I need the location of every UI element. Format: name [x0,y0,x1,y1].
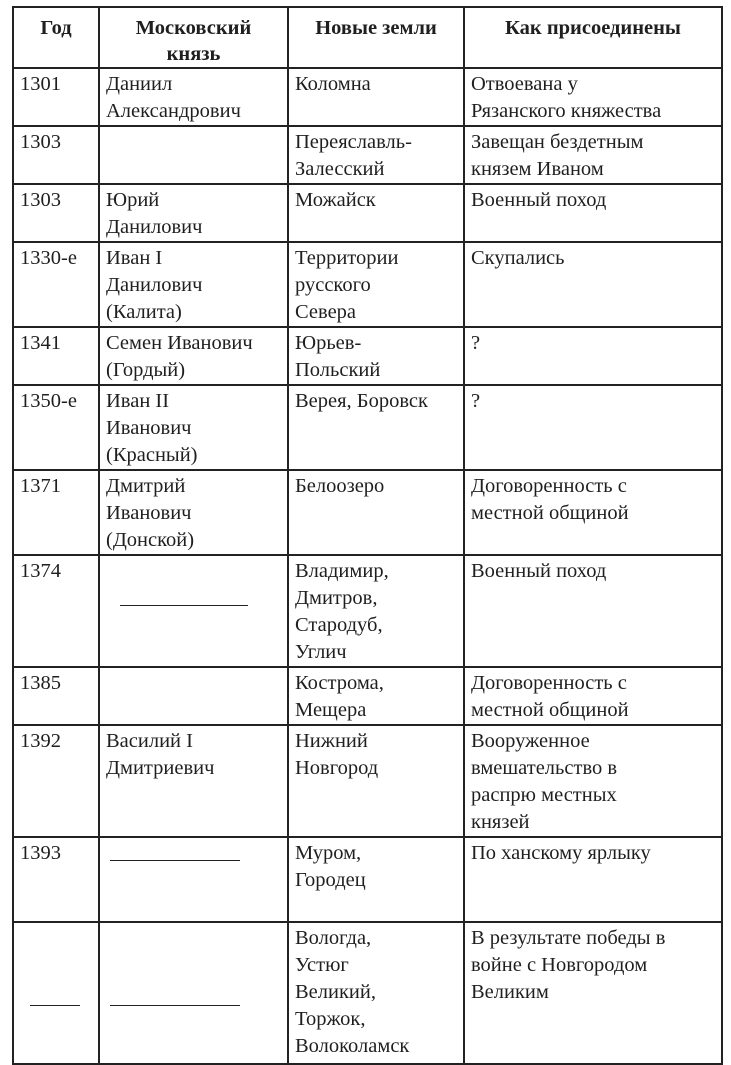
header-year: Год [13,7,99,68]
year-cell: 1303 [13,126,99,184]
how-cell: Скупались [464,242,722,327]
table-row [13,555,722,667]
header-how: Как присоединены [464,7,722,68]
how-cell: По ханскому ярлыку [464,837,722,922]
table-row [13,184,722,242]
year-cell: 1350-е [13,385,99,470]
history-table-sheet [12,6,721,1065]
lands-cell: Муром, Городец [288,837,464,922]
table-row [13,837,722,922]
prince-cell: Даниил Александрович [99,68,288,126]
table-row [13,126,722,184]
prince-cell [99,126,288,184]
lands-cell: Переяславль- Залесский [288,126,464,184]
prince-cell: Юрий Данилович [99,184,288,242]
table-row [13,922,722,1064]
blank-line [30,1005,80,1006]
lands-cell: Коломна [288,68,464,126]
lands-cell: Территории русского Севера [288,242,464,327]
table-row [13,470,722,555]
prince-cell: Иван I Данилович (Калита) [99,242,288,327]
prince-cell: Иван II Иванович (Красный) [99,385,288,470]
year-cell: 1374 [13,555,99,667]
lands-cell: Вологда, Устюг Великий, Торжок, Волоколамск [288,922,464,1064]
lands-cell: Верея, Боровск [288,385,464,470]
year-cell: 1341 [13,327,99,385]
prince-cell [99,922,288,1064]
prince-cell: Дмитрий Иванович (Донской) [99,470,288,555]
how-cell: Военный поход [464,555,722,667]
year-cell [13,922,99,1064]
year-cell: 1385 [13,667,99,725]
moscow-lands-table [12,6,723,1065]
table-row [13,327,722,385]
header-lands: Новые земли [288,7,464,68]
how-cell: Завещан бездетным князем Иваном [464,126,722,184]
how-cell: Военный поход [464,184,722,242]
blank-line [120,605,248,606]
header-row [13,7,722,68]
table-row [13,385,722,470]
year-cell: 1303 [13,184,99,242]
blank-line [110,860,240,861]
table-row [13,68,722,126]
year-cell: 1392 [13,725,99,837]
prince-cell: Семен Иванович (Гордый) [99,327,288,385]
lands-cell: Владимир, Дмитров, Стародуб, Углич [288,555,464,667]
header-prince: Московский князь [99,7,288,68]
table-row [13,667,722,725]
how-cell: ? [464,385,722,470]
prince-cell [99,837,288,922]
how-cell: В результате победы в войне с Новгородом Великим [464,922,722,1064]
how-cell: Отвоевана у Рязанского княжества [464,68,722,126]
lands-cell: Юрьев- Польский [288,327,464,385]
lands-cell: Нижний Новгород [288,725,464,837]
table-row [13,725,722,837]
blank-line [110,1005,240,1006]
year-cell: 1330-е [13,242,99,327]
lands-cell: Белоозеро [288,470,464,555]
year-cell: 1301 [13,68,99,126]
lands-cell: Можайск [288,184,464,242]
how-cell: Договоренность с местной общиной [464,470,722,555]
table-row [13,242,722,327]
year-cell: 1371 [13,470,99,555]
how-cell: Договоренность с местной общиной [464,667,722,725]
year-cell: 1393 [13,837,99,922]
prince-cell: Василий I Дмитриевич [99,725,288,837]
prince-cell [99,555,288,667]
prince-cell [99,667,288,725]
how-cell: Вооруженное вмешательство в распрю местных князей [464,725,722,837]
lands-cell: Кострома, Мещера [288,667,464,725]
how-cell: ? [464,327,722,385]
